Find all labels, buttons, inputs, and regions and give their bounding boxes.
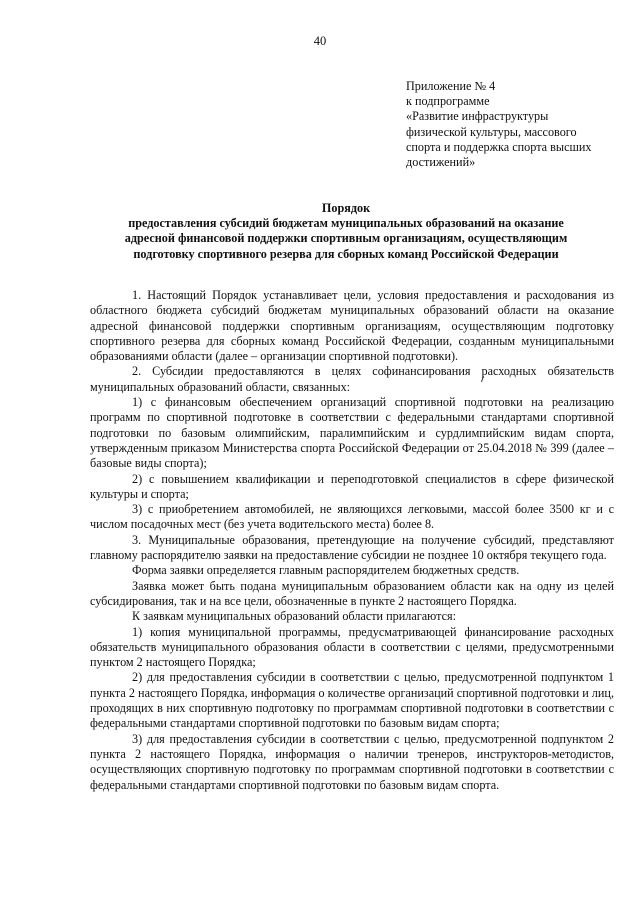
paragraph-2: 2. Субсидии предоставляются в целях софинансирования расходных обязательств муниципальных образований области, связанных: (90, 364, 614, 394)
attachment-item-2: 2) для предоставления субсидии в соответствии с целью, предусмотренной подпунктом 1 пункта 2 настоящего Порядка, информация о количестве организаций спортивной подготовки и лиц, проходящих в них спортивную подготовку по программам спортивной подготовки в соответствии с федеральными стандартами спортивной подготовки по базовым видам спорта; (90, 670, 614, 731)
paragraph-form: Форма заявки определяется главным распорядителем бюджетных средств. (132, 563, 520, 578)
appendix-header (406, 79, 606, 170)
document-title (86, 201, 606, 262)
appendix-line: Приложение № 4 (406, 79, 496, 93)
attachment-item-1: 1) копия муниципальной программы, предусматривающей финансирование расходных обязательств муниципального образования области в соответствии с целями, предусмотренными пунктом 2 настоящего Порядка; (90, 624, 614, 670)
title-subtitle-line: подготовку спортивного резерва для сборных команд Российской Федерации (133, 246, 559, 261)
attachment-item-3: 3) для предоставления субсидии в соответствии с целью, предусмотренной подпунктом 2 пункта 2 настоящего Порядка, информация о наличии тренеров, инструкторов-методистов, осуществляющих спортивную подготовку по программам спортивной подготовки в соответствии с федеральными стандартами спортивной подготовки по базовым видам спорта. (90, 731, 614, 792)
title-main: Порядок (321, 201, 371, 215)
paragraph-attachments-intro: К заявкам муниципальных образований области прилагаются: (132, 609, 456, 624)
paragraph-2-item-1: 1) с финансовым обеспечением организаций спортивной подготовки на реализацию программ по спортивной подготовке в соответствии с федеральными стандартами спортивной подготовки по базовым олимпийским, паралимпийским и сурдлимпийским видам спорта, утвержденным приказом Министерства спорта Российской Федерации от 25.04.2018 № 399 (далее – базовые виды спорта); (90, 395, 614, 471)
paragraph-1: 1. Настоящий Порядок устанавливает цели, условия предоставления и расходования из областного бюджета субсидий бюджетам муниципальных образований области на оказание адресной финансовой поддержки спортивным организациям, осуществляющим подготовку спортивного резерва для сборных команд Российской Федерации, созданным муниципальными образованиями области (далее – организации спортивной подготовки). (90, 288, 614, 364)
document-body (90, 288, 614, 793)
paragraph-application-scope: Заявка может быть подана муниципальным образованием области как на одну из целей субсидирования, так и на все цели, обозначенные в пункте 2 настоящего Порядка. (90, 578, 614, 608)
title-subtitle-line: адресной финансовой поддержки спортивным организациям, осуществляющим (124, 231, 568, 246)
appendix-line: достижений» (406, 155, 476, 170)
paragraph-2-item-3: 3) с приобретением автомобилей, не являющихся легковыми, массой более 3500 кг и с числом посадочных мест (без учета водительского места) более 8. (90, 502, 614, 532)
page-number: 40 (313, 34, 327, 48)
appendix-line: спорта и поддержка спорта высших (406, 139, 592, 154)
paragraph-2-item-2: 2) с повышением квалификации и переподготовкой специалистов в сфере физической культуры и спорта; (90, 471, 614, 501)
appendix-line: к подпрограмме (406, 94, 490, 109)
paragraph-3: 3. Муниципальные образования, претендующие на получение субсидий, представляют главному распорядителю заявки на предоставление субсидии не позднее 10 октября текущего года. (90, 532, 614, 563)
title-subtitle-line: предоставления субсидий бюджетам муниципальных образований на оказание (128, 216, 564, 231)
appendix-line: физической культуры, массового (406, 124, 577, 139)
appendix-line: «Развитие инфраструктуры (406, 109, 549, 124)
